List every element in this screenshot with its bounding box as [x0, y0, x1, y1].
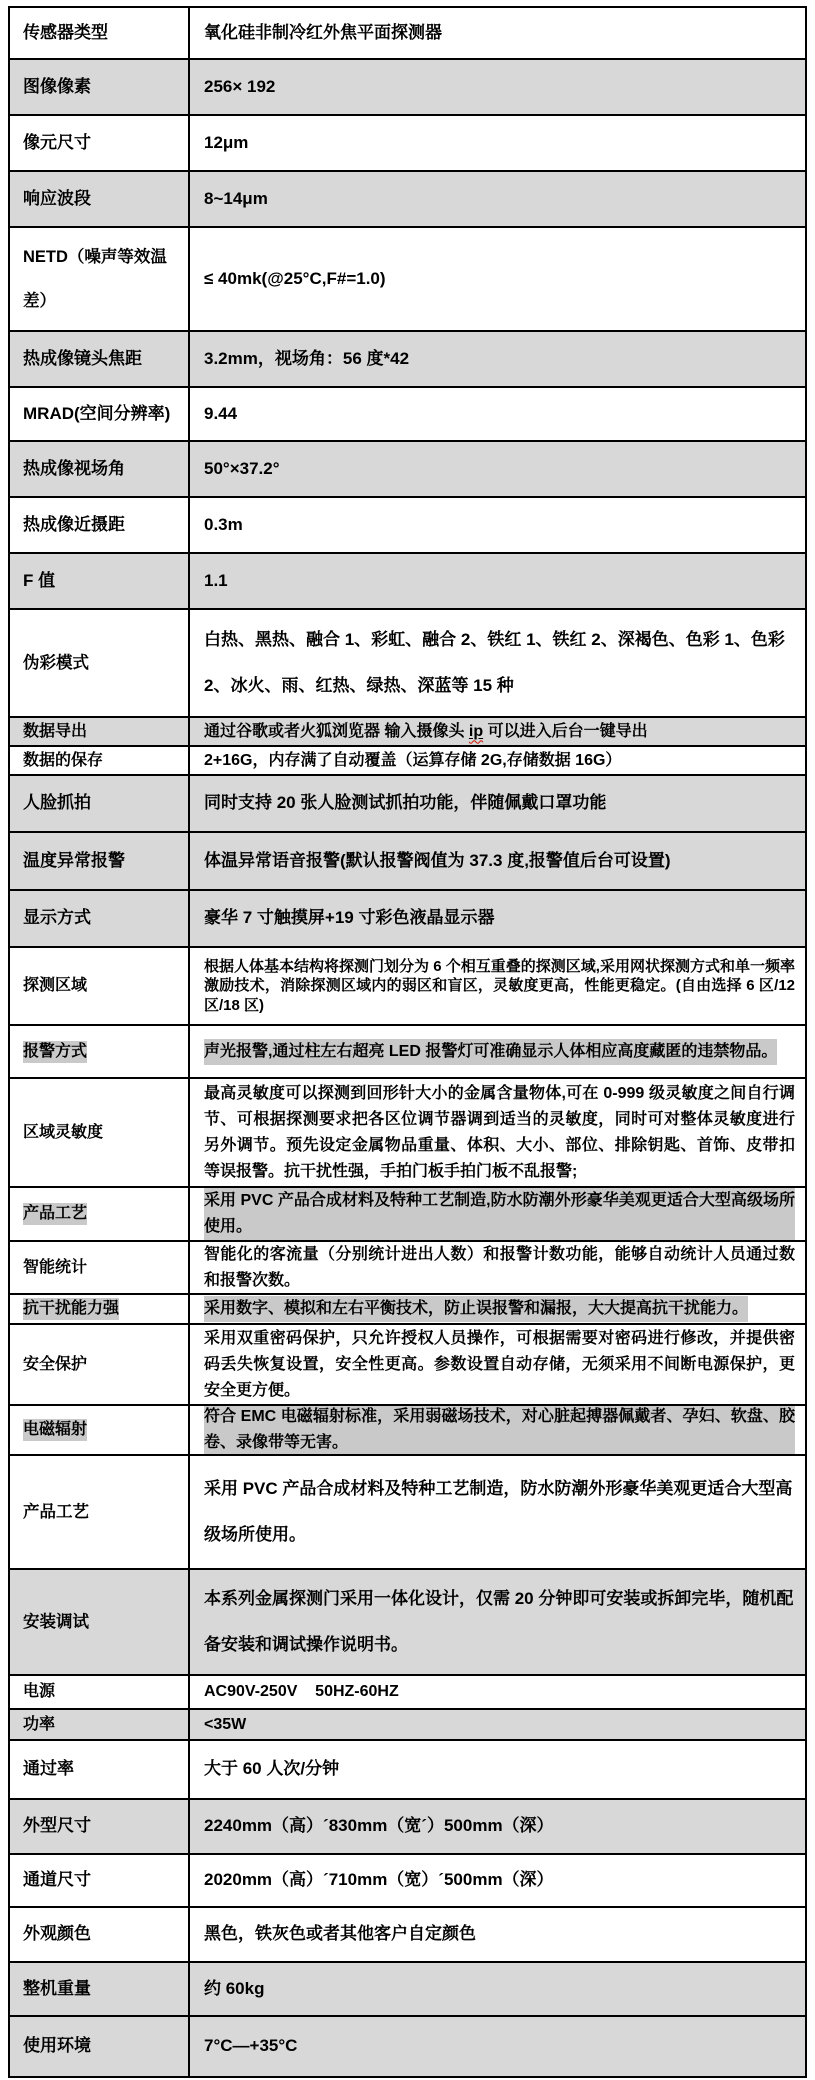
spec-label: 响应波段 [10, 172, 190, 226]
spec-label: 人脸抓拍 [10, 776, 190, 831]
spec-value: 2240mm（高）´830mm（宽´）500mm（深） [204, 1816, 554, 1836]
spec-row [10, 1676, 805, 1710]
spec-value: 通过谷歌或者火狐浏览器 输入摄像头 ip 可以进入后台一键导出 [204, 722, 648, 740]
spec-value: 9.44 [204, 403, 238, 423]
spec-label: 显示方式 [10, 891, 190, 946]
spec-row [10, 1079, 805, 1188]
spec-row [10, 1026, 805, 1079]
spec-value: 0.3m [204, 514, 243, 534]
spec-value: 根据人体基本结构将探测门划分为 6 个相互重叠的探测区域,采用网状探测方式和单一频率激励技术，消除探测区域内的弱区和盲区，灵敏度更高，性能更稳定。(自由选择 6 区/12 区/18 区) [204, 957, 800, 1014]
spec-row [10, 1295, 805, 1325]
spec-label: 智能统计 [10, 1242, 190, 1293]
spec-label: 通道尺寸 [10, 1855, 190, 1906]
spec-label: 数据导出 [10, 718, 190, 745]
spec-row [10, 442, 805, 498]
spec-value: 最高灵敏度可以探测到回形针大小的金属含量物体,可在 0-999 级灵敏度之间自行调节、可根据探测要求把各区位调节器调到适当的灵敏度，同时可对整体灵敏度进行另外调节。预先设定金属物品重量、体积、大小、部位、排除钥匙、首饰、皮带扣等误报警。抗干扰性强，手拍门板手拍门板不乱报警; [204, 1084, 795, 1180]
spec-row [10, 1406, 805, 1456]
spec-table [8, 6, 807, 2078]
spec-value: 1.1 [204, 570, 228, 590]
spec-value: <35W [204, 1715, 247, 1733]
spec-label: 使用环境 [10, 2017, 190, 2076]
spec-value: 体温异常语音报警(默认报警阀值为 37.3 度,报警值后台可设置) [204, 850, 671, 870]
spec-value: ≤ 40mk(@25°C,F#=1.0) [204, 269, 386, 288]
spec-row [10, 948, 805, 1026]
spec-row [10, 776, 805, 833]
spec-row [10, 60, 805, 116]
spec-row [10, 1456, 805, 1570]
spec-value: 本系列金属探测门采用一体化设计，仅需 20 分钟即可安装或拆卸完毕，随机配备安装和调试操作说明书。 [204, 1589, 794, 1654]
spec-row [10, 1855, 805, 1908]
spec-label: 伪彩模式 [10, 610, 190, 716]
spec-label: 报警方式 [10, 1026, 190, 1077]
spec-row [10, 498, 805, 554]
spec-value: 12μm [204, 132, 249, 152]
spec-row [10, 891, 805, 948]
spec-value: 8~14μm [204, 188, 268, 208]
spec-label: 安装调试 [10, 1570, 190, 1674]
spec-label: 产品工艺 [10, 1188, 190, 1240]
spec-value: 同时支持 20 张人脸测试抓拍功能，伴随佩戴口罩功能 [204, 793, 607, 813]
spec-value: 符合 EMC 电磁辐射标准，采用弱磁场技术，对心脏起搏器佩戴者、孕妇、软盘、胶卷、录像带等无害。 [190, 1406, 805, 1454]
spec-label: F 值 [10, 554, 190, 608]
spec-row [10, 332, 805, 388]
spec-row [10, 1963, 805, 2017]
spec-value: 豪华 7 寸触摸屏+19 寸彩色液晶显示器 [204, 908, 495, 928]
spec-label: 通过率 [10, 1741, 190, 1798]
spec-label: 外观颜色 [10, 1908, 190, 1961]
spec-value: 白热、黑热、融合 1、彩虹、融合 2、铁红 1、铁红 2、深褐色、色彩 1、色彩 2、冰火、雨、红热、绿热、深蓝等 15 种 [204, 630, 790, 695]
spec-value: 7°C—+35°C [204, 2036, 298, 2056]
spec-row [10, 8, 805, 60]
spec-label: 温度异常报警 [10, 833, 190, 889]
spec-row [10, 116, 805, 172]
spec-label: 图像像素 [10, 60, 190, 114]
spec-label: 探测区域 [10, 948, 190, 1024]
spec-value: 256× 192 [204, 76, 276, 96]
spec-value: 大于 60 人次/分钟 [204, 1759, 340, 1779]
spec-row [10, 2017, 805, 2076]
spec-row [10, 554, 805, 610]
spec-label: 传感器类型 [10, 8, 190, 58]
spec-value: 3.2mm，视场角：56 度*42 [204, 348, 410, 368]
spec-label: 电磁辐射 [10, 1406, 190, 1454]
spec-row [10, 1325, 805, 1406]
spec-value: AC90V-250V 50HZ-60HZ [204, 1683, 399, 1700]
spec-label: 热成像近摄距 [10, 498, 190, 552]
spec-value: 采用 PVC 产品合成材料及特种工艺制造，防水防潮外形豪华美观更适合大型高级场所使用。 [204, 1479, 793, 1544]
spec-row [10, 718, 805, 747]
spec-label: 像元尺寸 [10, 116, 190, 170]
spec-label: 热成像视场角 [10, 442, 190, 496]
spec-value: 黑色，铁灰色或者其他客户自定颜色 [204, 1924, 476, 1944]
spellcheck-marked-text: ip [468, 722, 484, 740]
spec-value: 2+16G，内存满了自动覆盖（运算存储 2G,存储数据 16G） [204, 751, 622, 769]
spec-value: 采用数字、模拟和左右平衡技术，防止误报警和漏报，大大提高抗干扰能力。 [190, 1295, 805, 1323]
spec-label: MRAD(空间分辨率) [10, 388, 190, 440]
spec-row [10, 747, 805, 776]
page [0, 6, 815, 2078]
spec-label: 整机重量 [10, 1963, 190, 2015]
spec-label: 安全保护 [10, 1325, 190, 1404]
spec-row [10, 1908, 805, 1963]
spec-label: 功率 [10, 1710, 190, 1739]
spec-value: 氧化硅非制冷红外焦平面探测器 [204, 22, 442, 42]
spec-value: 2020mm（高）´710mm（宽）´500mm（深） [204, 1870, 554, 1890]
spec-row [10, 172, 805, 228]
spec-row [10, 1242, 805, 1295]
spec-label: NETD（噪声等效温差） [10, 228, 190, 330]
spec-label: 区域灵敏度 [10, 1079, 190, 1186]
spec-label: 数据的保存 [10, 747, 190, 774]
spec-label: 外型尺寸 [10, 1800, 190, 1853]
spec-row [10, 1741, 805, 1800]
spec-row [10, 1710, 805, 1741]
spec-row [10, 610, 805, 718]
spec-value: 采用 PVC 产品合成材料及特种工艺制造,防水防潮外形豪华美观更适合大型高级场所使用。 [190, 1188, 805, 1240]
spec-label: 抗干扰能力强 [10, 1295, 190, 1323]
spec-row [10, 1570, 805, 1676]
spec-value: 50°×37.2° [204, 458, 280, 478]
spec-value: 采用双重密码保护，只允许授权人员操作，可根据需要对密码进行修改，并提供密码丢失恢复设置，安全性更高。参数设置自动存储，无须采用不间断电源保护，更安全更方便。 [204, 1329, 795, 1399]
spec-row [10, 1188, 805, 1242]
spec-value: 智能化的客流量（分别统计进出人数）和报警计数功能，能够自动统计人员通过数和报警次数。 [204, 1245, 795, 1289]
spec-label: 产品工艺 [10, 1456, 190, 1568]
spec-value: 声光报警,通过柱左右超亮 LED 报警灯可准确显示人体相应高度藏匿的违禁物品。 [190, 1026, 805, 1077]
spec-label: 电源 [10, 1676, 190, 1708]
spec-row [10, 388, 805, 442]
spec-row [10, 833, 805, 891]
spec-row [10, 228, 805, 332]
spec-label: 热成像镜头焦距 [10, 332, 190, 386]
spec-row [10, 1800, 805, 1855]
spec-value: 约 60kg [204, 1978, 265, 1998]
